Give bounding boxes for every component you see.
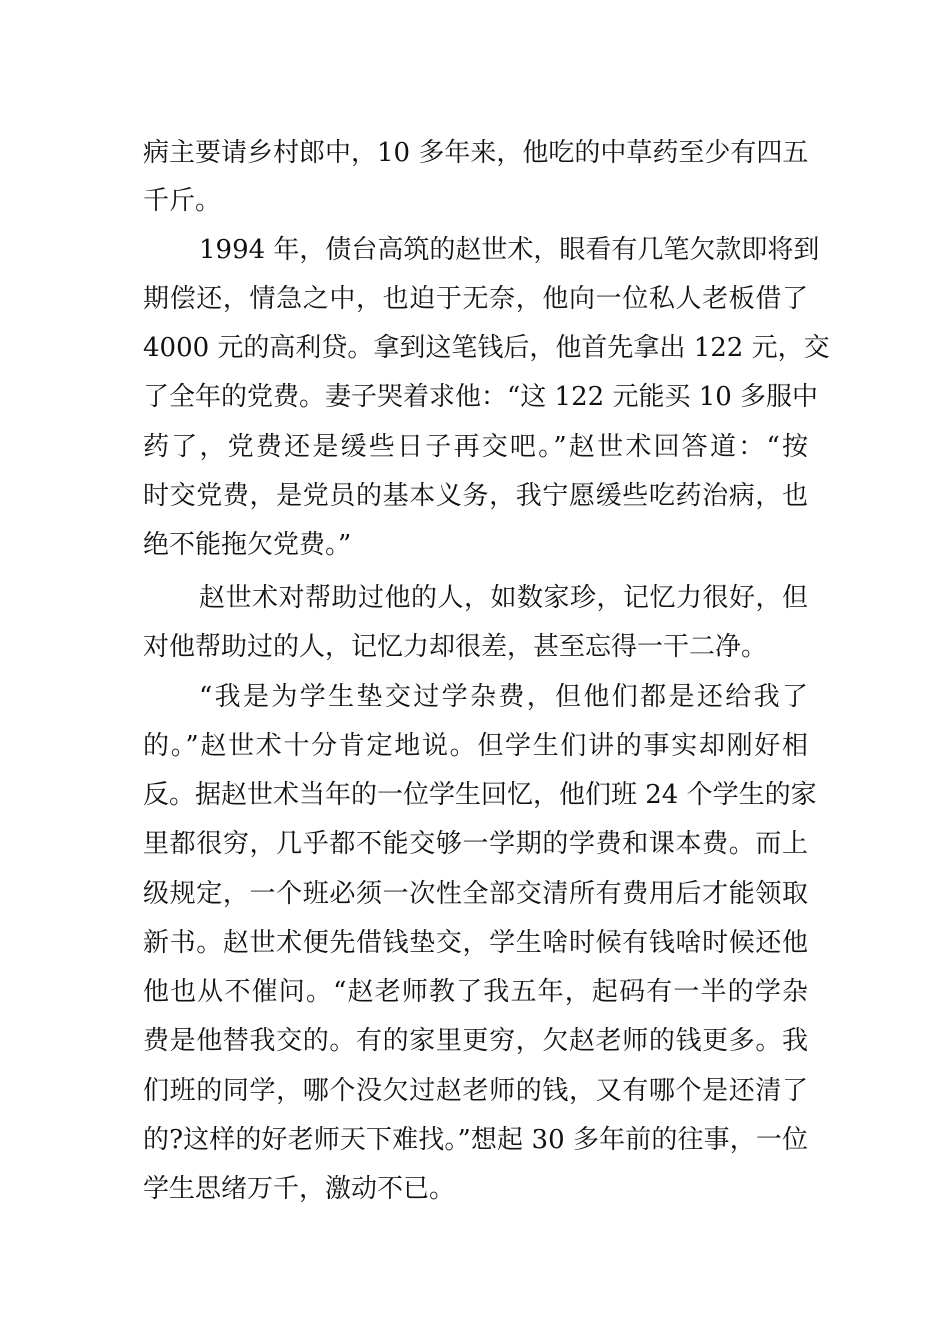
text-line: 新书。赵世术便先借钱垫交，学生啥时候有钱啥时候还他 — [143, 928, 808, 958]
text-line: 里都很穷，几乎都不能交够一学期的学费和课本费。而上 — [143, 829, 808, 859]
text-line: 期偿还，情急之中，也迫于无奈，他向一位私人老板借了 — [143, 284, 808, 314]
text-line: 费是他替我交的。有的家里更穷，欠赵老师的钱更多。我 — [143, 1026, 808, 1056]
paragraph-start-line: 1994 年，债台高筑的赵世术，眼看有几笔欠款即将到 — [199, 235, 820, 265]
text-line: 他也从不催问。“赵老师教了我五年，起码有一半的学杂 — [143, 977, 808, 1007]
text-line: 们班的同学，哪个没欠过赵老师的钱，又有哪个是还清了 — [143, 1076, 808, 1106]
text-line: 级规定，一个班必须一次性全部交清所有费用后才能领取 — [143, 879, 808, 909]
text-line: 反。据赵世术当年的一位学生回忆，他们班 24 个学生的家 — [143, 780, 817, 810]
text-line: 学生思绪万千，激动不已。 — [143, 1174, 456, 1204]
text-line: 病主要请乡村郎中，10 多年来，他吃的中草药至少有四五 — [143, 138, 809, 168]
text-line: 药了，党费还是缓些日子再交吧。”赵世术回答道：“按 — [143, 432, 808, 462]
text-line: 了全年的党费。妻子哭着求他：“这 122 元能买 10 多服中 — [143, 382, 819, 412]
text-line: 时交党费，是党员的基本义务，我宁愿缓些吃药治病，也 — [143, 481, 808, 511]
text-line: 对他帮助过的人，记忆力却很差，甚至忘得一干二净。 — [143, 632, 768, 662]
text-line: 的?这样的好老师天下难找。”想起 30 多年前的往事，一位 — [143, 1125, 808, 1155]
text-line: 绝不能拖欠党费。” — [143, 530, 352, 560]
text-line: 的。”赵世术十分肯定地说。但学生们讲的事实却刚好相 — [143, 731, 808, 761]
text-line: 4000 元的高利贷。拿到这笔钱后，他首先拿出 122 元，交 — [143, 333, 830, 363]
text-line: 千斤。 — [143, 186, 222, 216]
paragraph-start-line: 赵世术对帮助过他的人，如数家珍，记忆力很好，但 — [199, 583, 808, 613]
paragraph-start-line: “我是为学生垫交过学杂费，但他们都是还给我了 — [199, 682, 808, 712]
